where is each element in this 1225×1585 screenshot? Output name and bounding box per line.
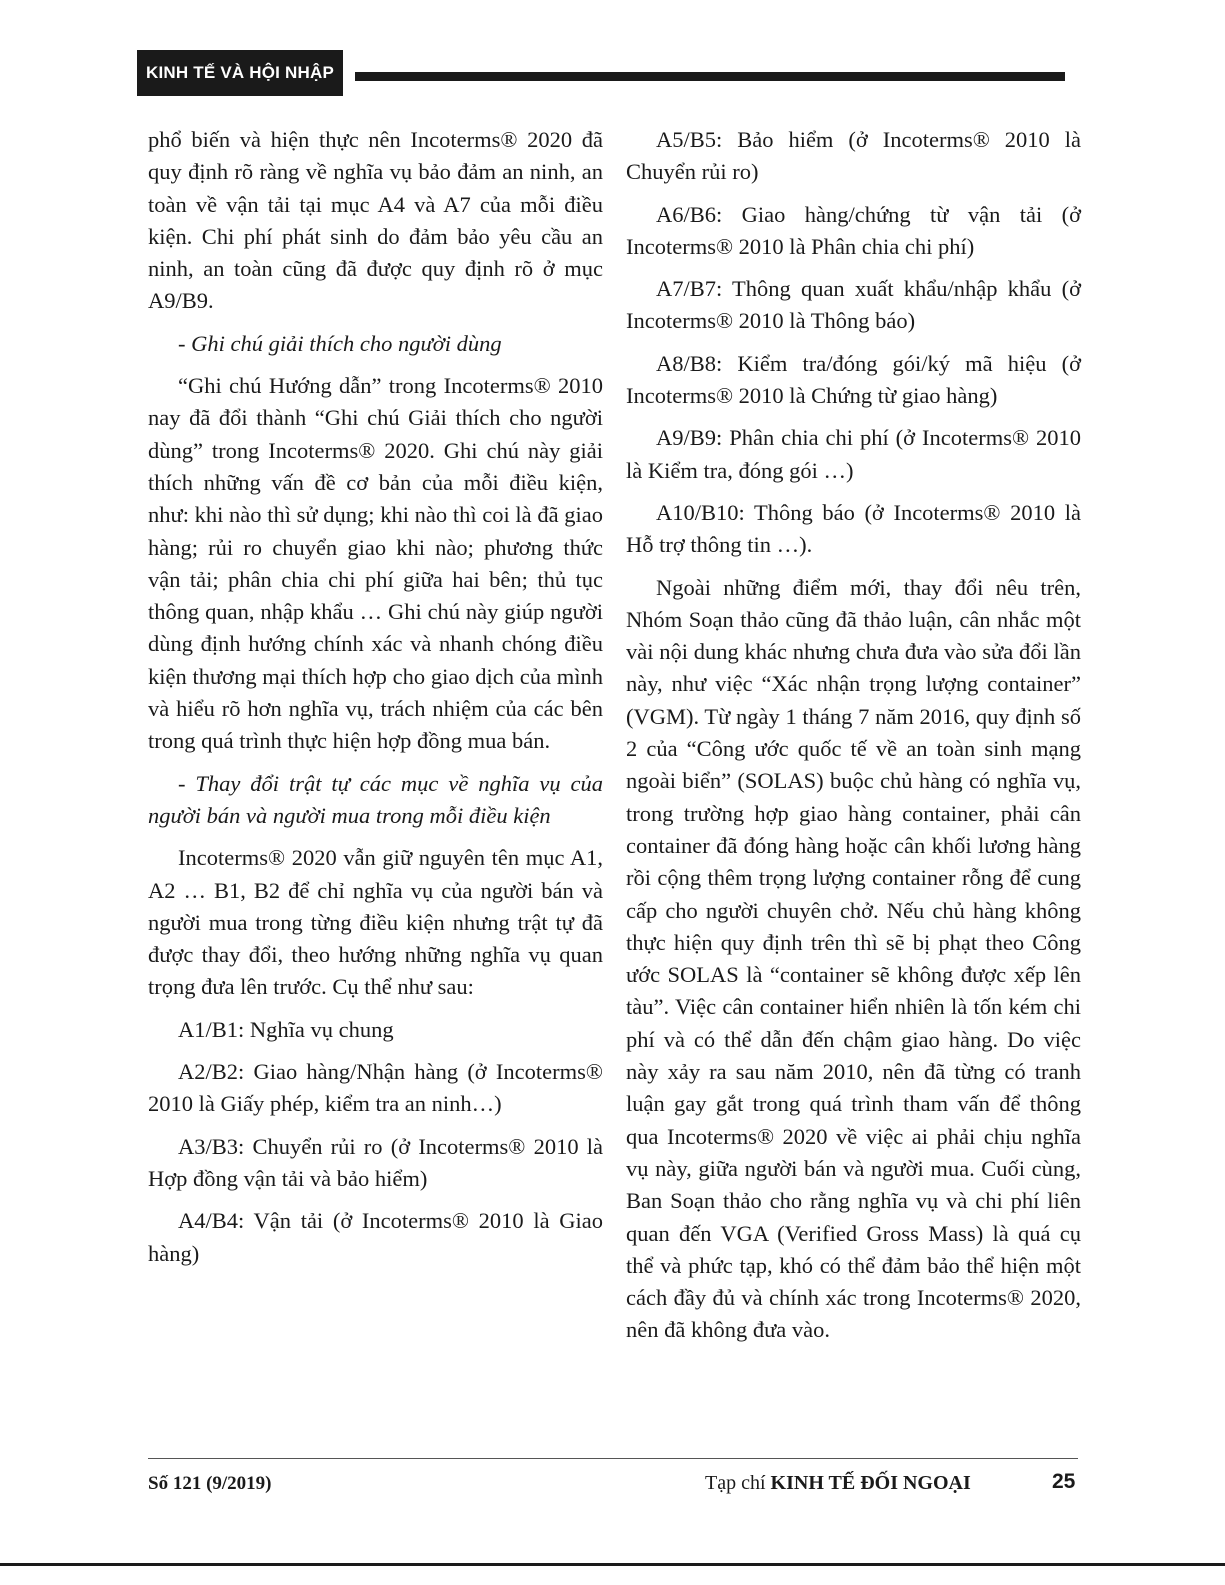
section-header-badge — [137, 50, 343, 96]
paragraph: Incoterms® 2020 vẫn giữ nguyên tên mục A1, A2 … B1, B2 để chỉ nghĩa vụ của người bán và người mua trong từng điều kiện nhưng trật tự đã được thay đổi, theo hướng những nghĩa vụ quan trọng đưa lên trước. Cụ thể như sau: — [148, 845, 603, 1000]
section-title: KINH TẾ VÀ HỘI NHẬP — [146, 63, 334, 82]
right-column — [626, 124, 1081, 1357]
paragraph: “Ghi chú Hướng dẫn” trong Incoterms® 2010 nay đã đổi thành “Ghi chú Giải thích cho người dùng” trong Incoterms® 2020. Ghi chú này giải thích những vấn đề cơ bản của mỗi điều kiện, như: khi nào thì sử dụng; khi nào thì coi là đã giao hàng; rủi ro chuyển giao khi nào; phương thức vận tải; phân chia chi phí giữa hai bên; thủ tục thông quan, nhập khẩu … Ghi chú này giúp người dùng định hướng chính xác và nhanh chóng điều kiện thương mại thích hợp cho giao dịch của mình và hiểu rõ hơn nghĩa vụ, trách nhiệm của các bên trong quá trình thực hiện hợp đồng mua bán. — [148, 373, 603, 754]
list-item: A7/B7: Thông quan xuất khẩu/nhập khẩu (ở Incoterms® 2010 là Thông báo) — [626, 276, 1081, 334]
issue-number: Số 121 (9/2019) — [148, 1473, 272, 1494]
bottom-rule — [0, 1563, 1225, 1566]
paragraph: phổ biến và hiện thực nên Incoterms® 2020 đã quy định rõ ràng về nghĩa vụ bảo đảm an ninh, an toàn về vận tải tại mục A4 và A7 của mỗi điều kiện. Chi phí phát sinh do đảm bảo yêu cầu an ninh, an toàn cũng đã được quy định rõ ở mục A9/B9. — [148, 127, 603, 314]
list-item: A9/B9: Phân chia chi phí (ở Incoterms® 2010 là Kiểm tra, đóng gói …) — [626, 425, 1081, 483]
journal-title — [705, 1472, 971, 1495]
subheading: - Thay đổi trật tự các mục về nghĩa vụ của người bán và người mua trong mỗi điều kiện — [148, 770, 603, 828]
list-item: A1/B1: Nghĩa vụ chung — [178, 1016, 394, 1042]
journal-prefix: Tạp chí — [705, 1472, 771, 1494]
footer-rule — [148, 1458, 1078, 1459]
list-item: A2/B2: Giao hàng/Nhận hàng (ở Incoterms® 2010 là Giấy phép, kiểm tra an ninh…) — [148, 1059, 603, 1117]
list-item: A6/B6: Giao hàng/chứng từ vận tải (ở Incoterms® 2010 là Phân chia chi phí) — [626, 201, 1081, 259]
list-item: A4/B4: Vận tải (ở Incoterms® 2010 là Giao hàng) — [148, 1208, 603, 1266]
journal-name: KINH TẾ ĐỐI NGOẠI — [770, 1472, 971, 1494]
list-item: A10/B10: Thông báo (ở Incoterms® 2010 là Hỗ trợ thông tin …). — [626, 499, 1081, 558]
list-item: A5/B5: Bảo hiểm (ở Incoterms® 2010 là Chuyển rủi ro) — [626, 127, 1081, 185]
list-item: A8/B8: Kiểm tra/đóng gói/ký mã hiệu (ở Incoterms® 2010 là Chứng từ giao hàng) — [626, 350, 1081, 409]
page-number: 25 — [1052, 1470, 1076, 1493]
list-item: A3/B3: Chuyển rủi ro (ở Incoterms® 2010 là Hợp đồng vận tải và bảo hiểm) — [148, 1133, 603, 1191]
subheading: - Ghi chú giải thích cho người dùng — [178, 330, 502, 356]
paragraph: Ngoài những điểm mới, thay đổi nêu trên, Nhóm Soạn thảo cũng đã thảo luận, cân nhắc một vài nội dung khác nhưng chưa đưa vào sửa đổi lần này, như việc “Xác nhận trọng lượng container” (VGM). Từ ngày 1 tháng 7 năm 2016, quy định số 2 của “Công ước quốc tế về an toàn sinh mạng ngoài biển” (SOLAS) buộc chủ hàng có nghĩa vụ, trong trường hợp giao hàng container, phải cân container đã đóng hàng hoặc cân khối lương hàng rồi cộng thêm trọng lượng container rỗng để cung cấp cho người chuyên chở. Nếu chủ hàng không thực hiện quy định trên thì sẽ bị phạt theo Công ước SOLAS là “container sẽ không được xếp lên tàu”. Việc cân container hiển nhiên là tốn kém chi phí và có thể dẫn đến chậm giao hàng. Do việc này xảy ra sau năm 2010, nên đã từng có tranh luận gay gắt trong quá trình tham vấn để thông qua Incoterms® 2020 về việc ai phải chịu nghĩa vụ này, giữa người bán và người mua. Cuối cùng, Ban Soạn thảo cho rằng nghĩa vụ và chi phí liên quan đến VGA (Verified Gross Mass) là quá cụ thể và phức tạp, khó có thể đảm bảo thể hiện một cách đầy đủ và chính xác trong Incoterms® 2020, nên đã không đưa vào. — [626, 574, 1081, 1343]
left-column — [148, 124, 603, 1280]
header-rule — [355, 72, 1065, 81]
